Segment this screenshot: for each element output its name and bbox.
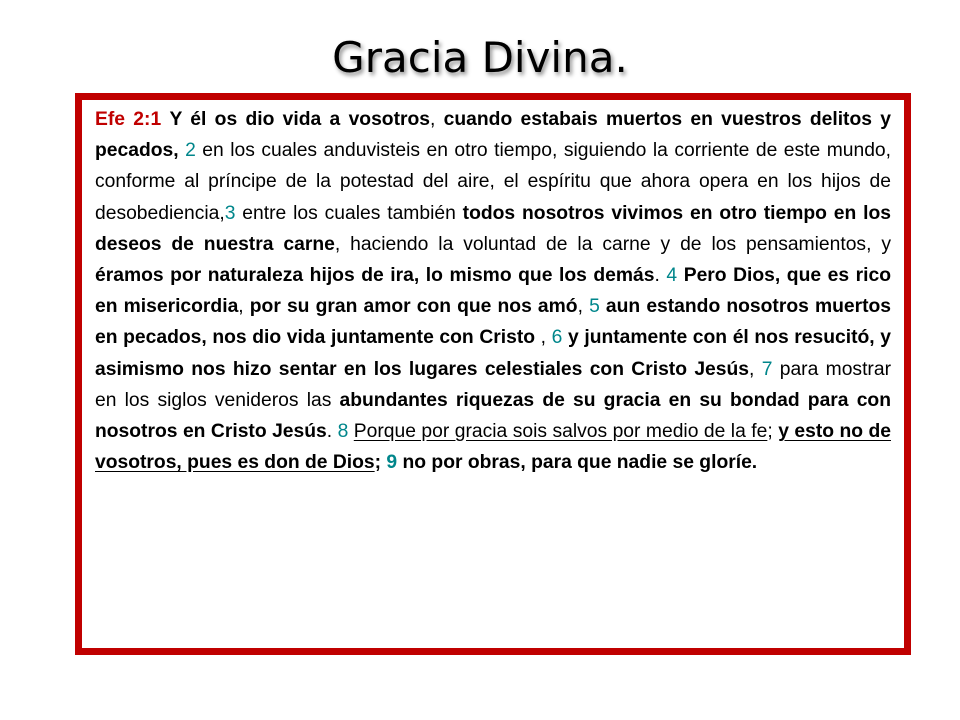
verse-number: 2	[185, 140, 196, 162]
passage-segment: éramos por naturaleza hijos de ira, lo mismo que los demás	[95, 265, 655, 287]
passage-segment: , haciendo la voluntad de la carne y de los pensamientos, y	[334, 233, 891, 255]
passage-segment: Y él os dio vida a vosotros	[169, 109, 431, 130]
verse-box	[75, 93, 911, 655]
passage-segment: .	[654, 265, 667, 287]
passage-segment: ,	[577, 296, 590, 318]
passage-segment: todos nosotros vivimos en otro tiempo en los deseos de nuestra carne	[95, 202, 891, 255]
passage-segment: .	[326, 421, 338, 443]
passage-segment: ,	[238, 296, 250, 318]
passage-segment: y esto no de vosotros, pues es don de Dios	[95, 421, 891, 474]
verse-number: 7	[761, 358, 773, 380]
passage-segment: ,	[430, 109, 444, 130]
verse-number: 3	[224, 202, 236, 224]
passage-segment: en los cuales anduvisteis en otro tiempo, siguiendo la corriente de este mundo, conforme al príncipe de la potestad del aire, el espíritu que ahora opera en los hijos de desobediencia,	[95, 140, 891, 224]
passage-segment: abundantes riquezas de su gracia en su bondad para con nosotros en Cristo Jesús	[95, 389, 891, 443]
passage-reference: Efe 2:1	[95, 109, 162, 130]
passage-segment: por su gran amor con que nos amó	[249, 296, 578, 318]
verse-number: 6	[551, 327, 563, 349]
passage-segment: ,	[749, 358, 762, 380]
passage-segment: Porque por gracia sois salvos por medio de la fe	[353, 421, 768, 443]
passage-segment: ;	[767, 421, 779, 443]
passage-segment: aun estando nosotros muertos en pecados, nos dio vida juntamente con Cristo	[95, 296, 892, 349]
verse-number: 9	[386, 452, 398, 474]
verse-number: 8	[337, 421, 349, 443]
passage-segment: para mostrar en los siglos venideros las	[95, 358, 891, 411]
passage-segment: entre los cuales también	[235, 202, 463, 224]
passage-segment: ,	[535, 327, 552, 349]
passage-segment: ;	[374, 452, 387, 474]
slide-title: Gracia Divina.	[332, 33, 628, 82]
verse-number: 4	[666, 265, 678, 287]
passage-segment: no por obras, para que nadie se gloríe.	[402, 452, 758, 474]
passage-segment: cuando estabais muertos en vuestros delitos y pecados,	[95, 109, 891, 162]
passage-text	[95, 104, 891, 478]
verse-number: 5	[589, 296, 600, 318]
passage-segment: y juntamente con él nos resucitó, y asimismo nos hizo sentar en los lugares celestiales con Cristo Jesús	[95, 327, 892, 380]
passage-segment: Pero Dios, que es rico en misericordia	[95, 265, 891, 318]
